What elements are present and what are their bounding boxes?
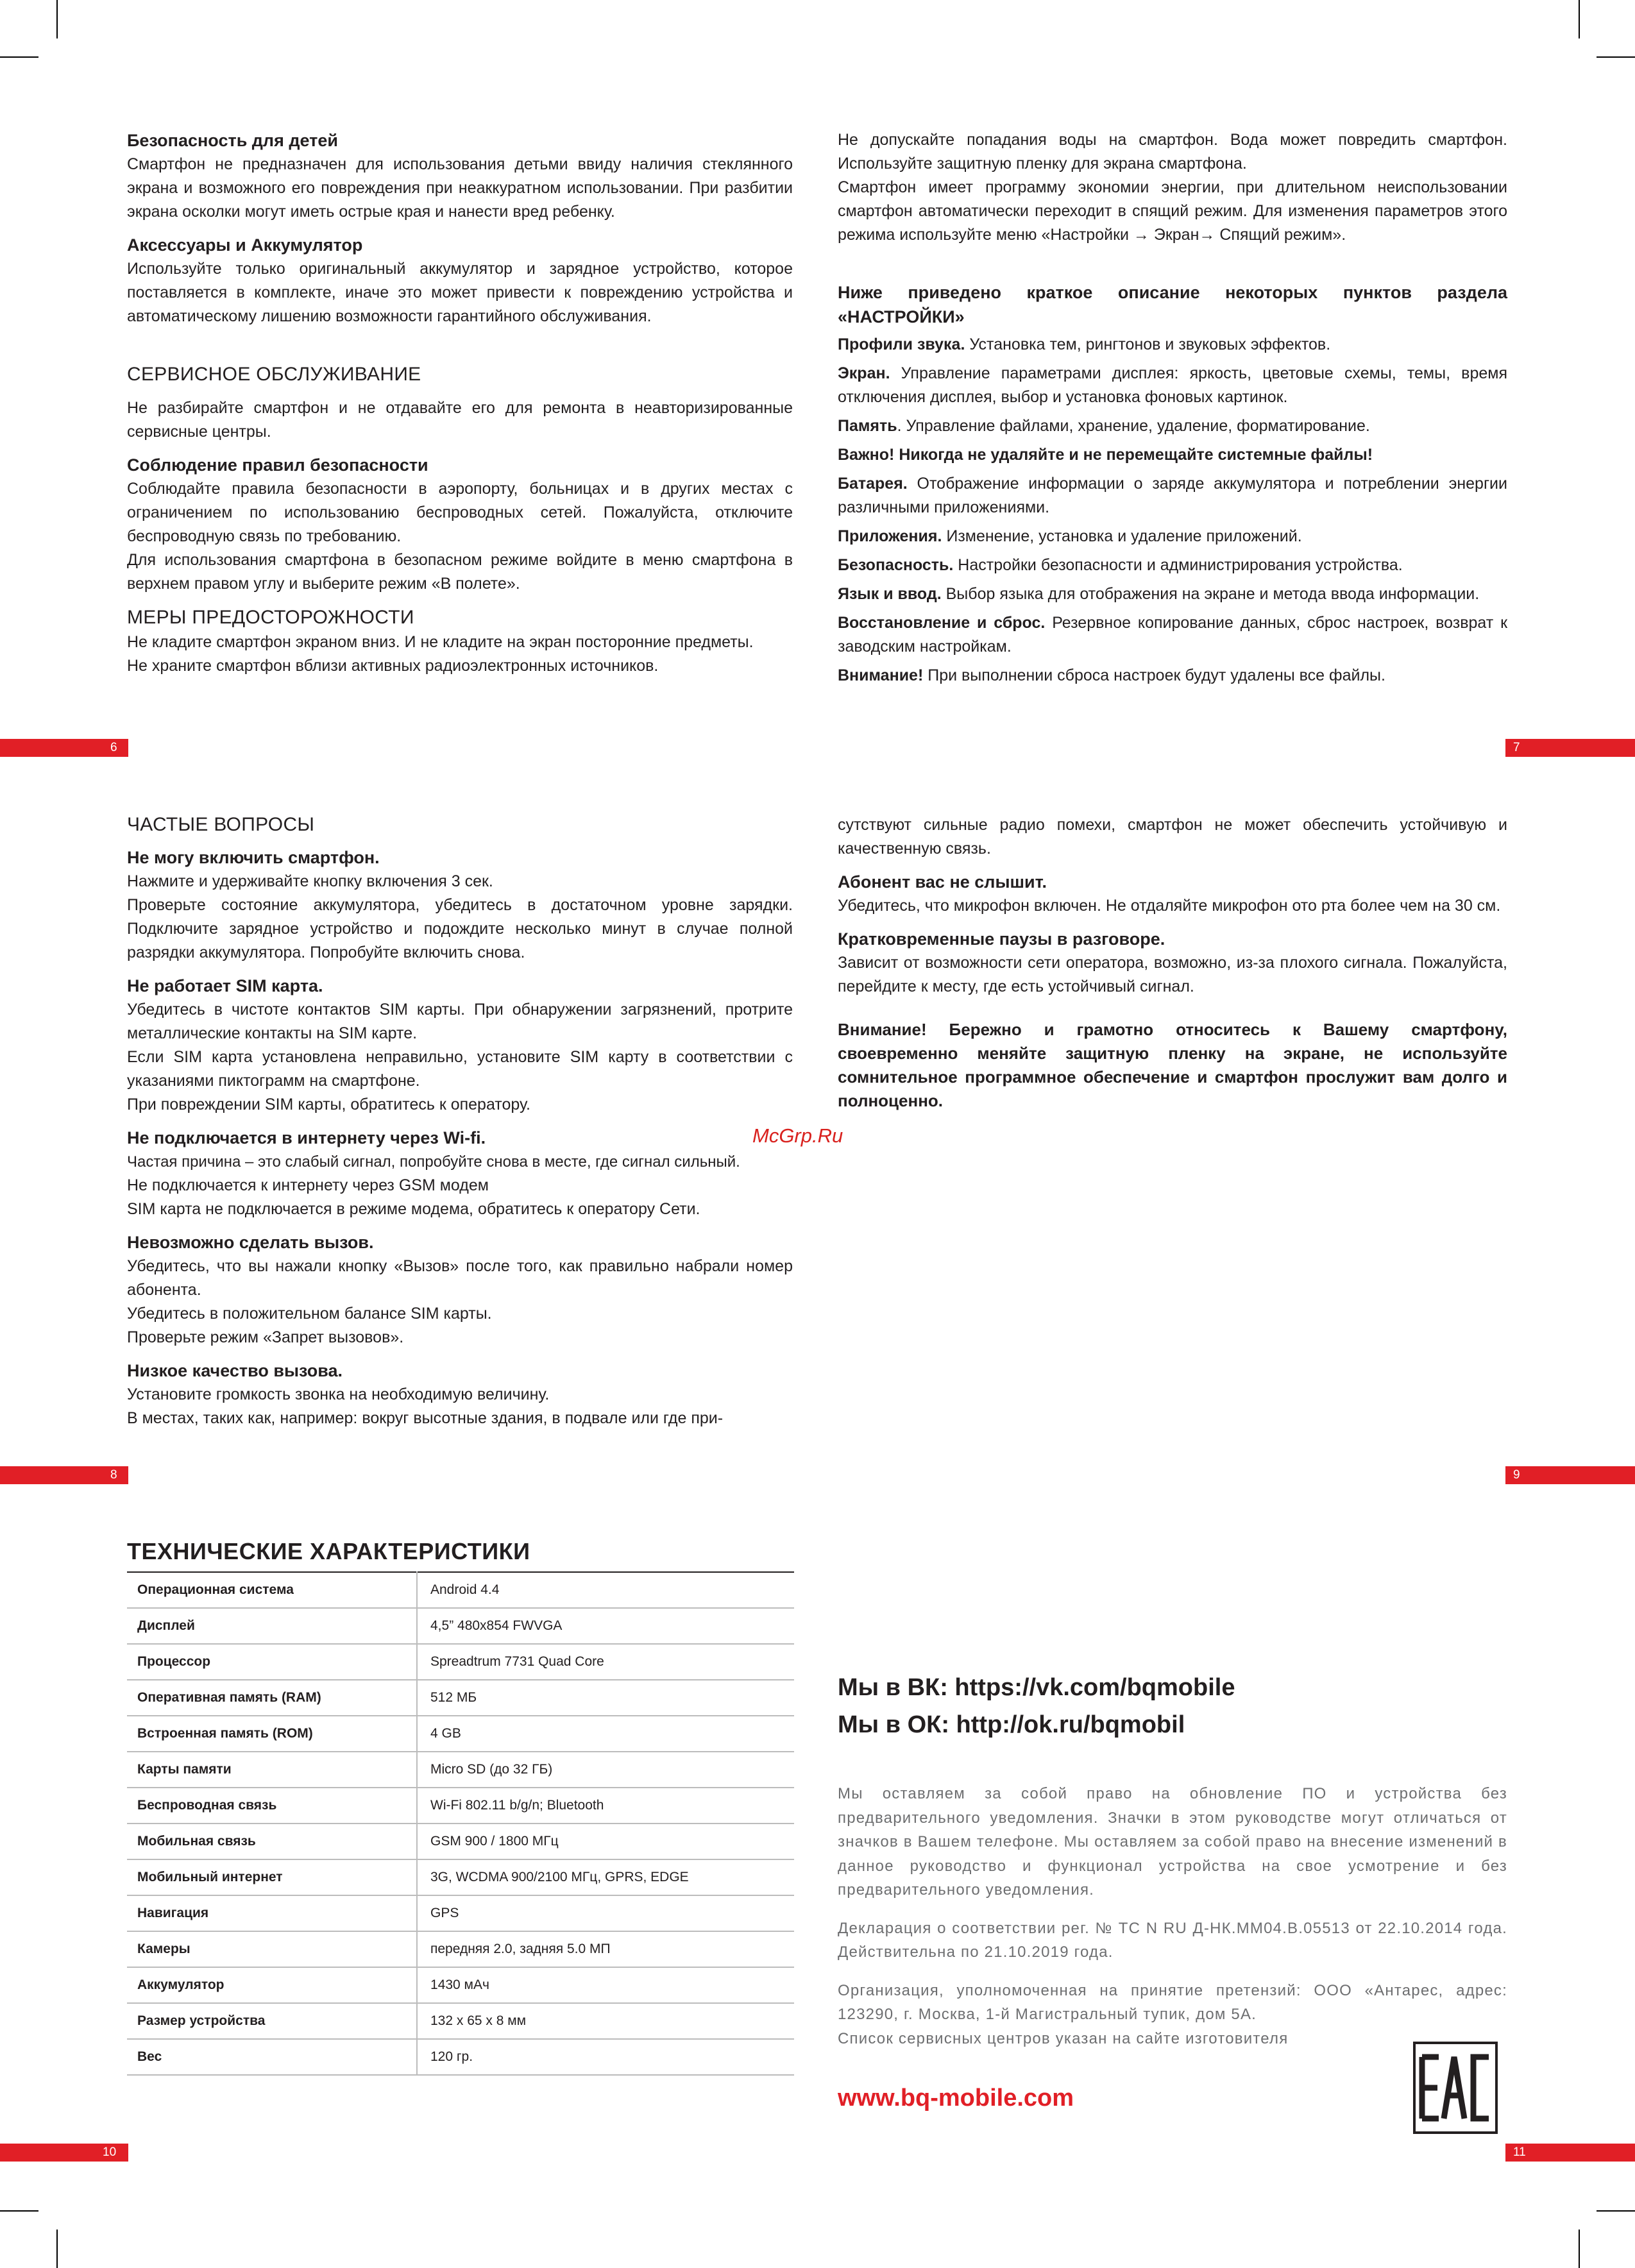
accessories-text: Используйте только оригинальный аккумулятор и зарядное устройство, которое поставляется в комплекте, иначе это может привести к повреждению устройства и автоматическому лишению возможности гарантийного обслуживания. [127,260,793,325]
page-number-tab [1505,739,1635,757]
attention-note: Внимание! Бережно и грамотно относитесь к Вашему смартфону, своевременно меняйте защитную пленку на экране, не используйте сомнительное программное обеспечение и смартфон прослужит вам долго и полноценно. [838,1020,1507,1110]
page-number-tab [0,2144,128,2162]
spec-label: Мобильный интернет [137,1870,283,1884]
safety-rules-text: Для использования смартфона в безопасном режиме войдите в меню смартфона в верхнем правом углу и выберите режим «В полете». [127,551,793,593]
faq-question: Кратковременные паузы в разговоре. [838,929,1165,949]
accessories-heading: Аксессуары и Аккумулятор [127,235,363,255]
spec-label: Размер устройства [137,2013,266,2028]
faq-answer: Не подключается к интернету через GSM модем [127,1176,489,1194]
settings-intro-heading: Ниже приведено краткое описание некоторых пунктов раздела «НАСТРОЙКИ» [838,283,1507,326]
spec-row [127,1752,794,1788]
page-9-content [838,813,1507,1113]
legal-notes [838,1782,1507,2051]
faq-question: Не подключается в интернету через Wi-fi. [127,1128,486,1147]
crop-mark [1597,2210,1635,2212]
settings-item [838,472,1507,520]
spec-row [127,1680,794,1716]
faq-answer: Установите громкость звонка на необходимую величину. [127,1385,550,1403]
spec-value: Micro SD (до 32 ГБ) [417,1752,794,1788]
page-6-content [127,128,793,678]
spec-value: GSM 900 / 1800 МГц [417,1824,794,1859]
settings-item-desc: Управление параметрами дисплея: яркость, цветовые схемы, темы, время отключения дисплея, выбор и установка фоновых картинок. [838,364,1507,406]
settings-item-term: Память [838,417,897,435]
settings-item-desc: Резервное копирование данных, сброс настроек, возврат к заводским настройкам. [838,614,1508,656]
faq-question: Не могу включить смартфон. [127,848,380,867]
page-number: 7 [1513,741,1520,754]
safety-rules-text: Соблюдайте правила безопасности в аэропорту, больницах и в других местах с ограничением по использованию беспроводных сетей. Пожалуйста, отключите беспроводную связь по требованию. [127,480,793,545]
spec-row [127,1967,794,2003]
faq-question: Низкое качество вызова. [127,1361,343,1380]
settings-item-term: Экран. [838,364,890,382]
page-number-tab [1505,2144,1635,2162]
crop-mark [1579,2230,1580,2268]
crop-mark [0,2210,38,2212]
settings-item-term: Внимание! [838,666,924,684]
declaration-text: Декларация о соответствии рег. № ТС N RU Д-НК.ММ04.В.05513 от 22.10.2014 года. Действительна по 21.10.2019 года. [838,1919,1507,1961]
settings-item-term: Приложения. [838,527,942,545]
spec-value: Android 4.4 [417,1572,794,1608]
faq-answer: Убедитесь, что вы нажали кнопку «Вызов» после того, как правильно набрали номер абонента. [127,1257,793,1299]
settings-item-desc: . Управление файлами, хранение, удаление, форматирование. [897,417,1370,435]
spec-label: Встроенная память (ROM) [137,1726,313,1741]
spec-row [127,1644,794,1680]
precautions-text: Не храните смартфон вблизи активных радиоэлектронных источников. [127,657,659,675]
vk-link[interactable]: Мы в ВК: https://vk.com/bqmobile [838,1674,1235,1701]
settings-item-desc: Настройки безопасности и администрирования устройства. [953,556,1403,574]
spec-row [127,2003,794,2039]
spec-label: Мобильная связь [137,1834,256,1849]
watermark: McGrp.Ru [752,1124,843,1147]
sleep-mode-text: Смартфон имеет программу экономии энергии, при длительном неиспользовании смартфон автоматически переходит в спящий режим. Для изменения параметров этого режима используйте меню «Настройки → Экран→ Спящий режим». [838,178,1507,244]
faq-answer: Если SIM карта установлена неправильно, установите SIM карту в соответствии с указаниями пиктограмм на смартфоне. [127,1048,793,1090]
spec-label: Беспроводная связь [137,1798,277,1813]
child-safety-heading: Безопасность для детей [127,131,338,150]
faq-answer: Нажмите и удерживайте кнопку включения 3 сек. [127,872,493,890]
service-heading: СЕРВИСНОЕ ОБСЛУЖИВАНИЕ [127,364,421,385]
spec-value: 512 МБ [417,1680,794,1716]
settings-item-term: Восстановление и сброс. [838,614,1046,632]
service-text: Не разбирайте смартфон и не отдавайте его для ремонта в неавторизированные сервисные центры. [127,399,793,441]
spec-row [127,1716,794,1752]
spec-label: Камеры [137,1942,191,1956]
settings-item [838,582,1507,606]
safety-rules-heading: Соблюдение правил безопасности [127,455,428,475]
spec-value: Spreadtrum 7731 Quad Core [417,1644,794,1680]
page-8-content [127,812,793,1430]
spec-label: Оперативная память (RAM) [137,1690,321,1705]
spec-row [127,1824,794,1859]
faq-answer: Частая причина – это слабый сигнал, попробуйте снова в месте, где сигнал сильный. [127,1153,740,1171]
page-number-tab [0,1466,128,1484]
settings-item [838,362,1507,409]
faq-answer: Проверьте режим «Запрет вызовов». [127,1328,404,1346]
settings-item-term: Язык и ввод. [838,585,942,603]
spec-value: GPS [417,1895,794,1931]
faq-answer: Убедитесь в положительном балансе SIM карты. [127,1305,492,1323]
spec-row [127,1608,794,1644]
spec-row [127,1859,794,1895]
settings-item [838,554,1507,577]
settings-item [838,443,1507,467]
settings-item-desc: Изменение, установка и удаление приложений. [942,527,1302,545]
page-number-tab [0,739,128,757]
crop-mark [56,0,58,38]
settings-item-desc: Установка тем, рингтонов и звуковых эффектов. [965,335,1331,353]
spec-label: Аккумулятор [137,1977,224,1992]
page-number: 11 [1513,2145,1526,2159]
settings-item-term: Профили звука. [838,335,965,353]
settings-item [838,525,1507,548]
spec-value: 3G, WCDMA 900/2100 МГц, GPRS, EDGE [417,1859,794,1895]
spec-value: Wi-Fi 802.11 b/g/n; Bluetooth [417,1788,794,1824]
settings-item [838,333,1507,357]
child-safety-text: Смартфон не предназначен для использования детьми ввиду наличия стеклянного экрана и возможного его повреждения при неаккуратном использовании. При разбитии экрана осколки могут иметь острые края и нанести вред ребенку. [127,155,793,221]
spec-value: передняя 2.0, задняя 5.0 МП [417,1931,794,1967]
page-number: 9 [1513,1468,1520,1482]
social-links [838,1669,1235,1743]
spec-label: Вес [137,2049,162,2064]
precautions-heading: МЕРЫ ПРЕДОСТОРОЖНОСТИ [127,607,414,628]
settings-item [838,611,1507,659]
settings-item-desc: Выбор языка для отображения на экране и метода ввода информации. [941,585,1480,603]
settings-item [838,414,1507,438]
crop-mark [56,2230,58,2268]
spec-value: 132 x 65 x 8 мм [417,2003,794,2039]
settings-list [838,333,1507,688]
page-number: 8 [110,1468,117,1482]
crop-mark [1579,0,1580,38]
faq-answer: сутствуют сильные радио помехи, смартфон не может обеспечить устойчивую и качественную связь. [838,816,1507,858]
spec-row [127,1788,794,1824]
crop-mark [0,56,38,58]
faq-question: Не работает SIM карта. [127,976,323,995]
spec-label: Дисплей [137,1618,195,1633]
page-number: 6 [110,741,117,754]
page-number: 10 [103,2145,117,2159]
faq-answer: При повреждении SIM карты, обратитесь к оператору. [127,1096,530,1113]
precautions-text: Не кладите смартфон экраном вниз. И не кладите на экран посторонние предметы. [127,633,754,651]
service-centers-text: Список сервисных центров указан на сайте изготовителя [838,2029,1289,2047]
spec-value: 1430 мАч [417,1967,794,2003]
spec-value: 120 гр. [417,2039,794,2075]
crop-mark [1597,56,1635,58]
spec-row [127,2039,794,2075]
faq-answer: Проверьте состояние аккумулятора, убедитесь в достаточном уровне зарядки. Подключите зарядное устройство и подождите несколько минут в случае полной разрядки аккумулятора. Попробуйте включить снова. [127,896,793,961]
page-7-content [838,128,1507,693]
settings-item-desc: Отображение информации о заряде аккумулятора и потреблении энергии различными приложениями. [838,475,1507,516]
specs-table [127,1571,794,2076]
spec-row [127,1931,794,1967]
spec-row [127,1572,794,1608]
organization-text: Организация, уполномоченная на принятие претензий: ООО «Антарес, адрес: 123290, г. Москва, 1-й Магистральный тупик, дом 5А. [838,1981,1507,2023]
spec-label: Карты памяти [137,1762,232,1777]
settings-item-term: Безопасность. [838,556,954,574]
legal-text: Мы оставляем за собой право на обновление ПО и устройства без предварительного уведомления. Значки в этом руководстве могут отличаться от значков в Вашем телефоне. Мы оставляем за собой право на внесение изменений в данное руководство и функционал устройства на свое усмотрение и без предварительного уведомления. [838,1785,1507,1899]
settings-item-term: Батарея. [838,475,908,493]
faq-answer: Убедитесь в чистоте контактов SIM карты. При обнаружении загрязнений, протрите металлические контакты на SIM карте. [127,1001,793,1042]
page-number-tab [1505,1466,1635,1484]
spec-label: Навигация [137,1906,209,1920]
ok-link[interactable]: Мы в ОК: http://ok.ru/bqmobil [838,1711,1185,1738]
faq-answer: Зависит от возможности сети оператора, возможно, из-за плохого сигнала. Пожалуйста, перейдите к месту, где есть устойчивый сигнал. [838,954,1507,995]
spec-label: Операционная система [137,1582,294,1597]
specs-heading: ТЕХНИЧЕСКИЕ ХАРАКТЕРИСТИКИ [127,1538,530,1564]
eac-mark-icon [1413,2042,1498,2134]
spec-label: Процессор [137,1654,211,1669]
faq-question: Абонент вас не слышит. [838,872,1047,892]
settings-item [838,664,1507,688]
spec-row [127,1895,794,1931]
water-text: Не допускайте попадания воды на смартфон. Вода может повредить смартфон. Используйте защитную пленку для экрана смартфона. [838,131,1507,173]
settings-item-term: Важно! Никогда не удаляйте и не перемещайте системные файлы! [838,446,1373,464]
faq-answer: В местах, таких как, например: вокруг высотные здания, в подвале или где при- [127,1409,724,1427]
spec-value: 4 GB [417,1716,794,1752]
settings-item-desc: При выполнении сброса настроек будут удалены все файлы. [923,666,1385,684]
faq-heading: ЧАСТЫЕ ВОПРОСЫ [127,814,315,835]
faq-answer: Убедитесь, что микрофон включен. Не отдаляйте микрофон ото рта более чем на 30 см. [838,897,1501,915]
faq-question: Невозможно сделать вызов. [127,1233,374,1252]
faq-answer: SIM карта не подключается в режиме модема, обратитесь к оператору Сети. [127,1200,700,1218]
website-link[interactable]: www.bq-mobile.com [838,2085,1074,2111]
spec-value: 4,5” 480x854 FWVGA [417,1608,794,1644]
